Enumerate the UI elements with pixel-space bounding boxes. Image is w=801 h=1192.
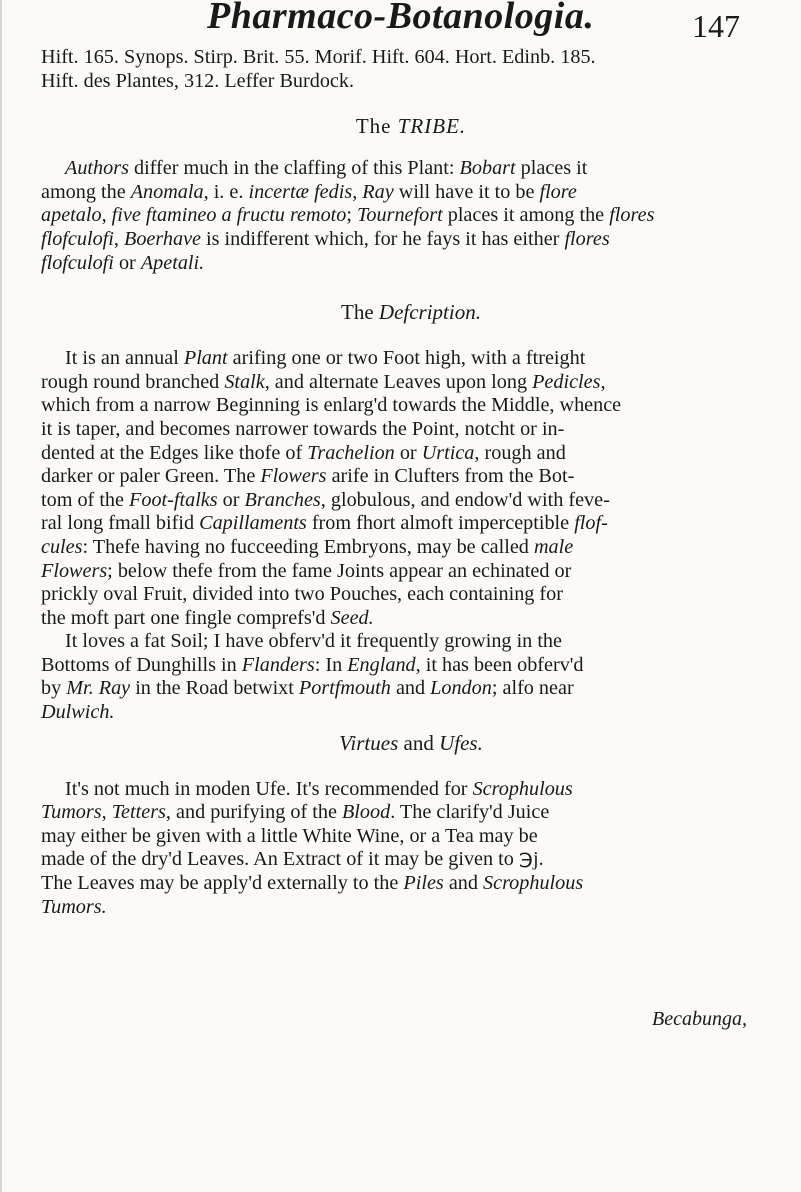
italic-text: Foot-ftalks: [129, 488, 218, 511]
body-text: ,: [101, 204, 112, 227]
italic-text: five ftamineo a fructu remoto: [111, 204, 347, 227]
page-number: 147: [692, 8, 740, 44]
body-text: : In: [314, 653, 348, 676]
italic-text: Scrophulous: [472, 777, 573, 800]
body-text: dented at the Edges like thofe of: [41, 441, 308, 464]
italic-text: Blood: [341, 801, 391, 824]
text-line: [41, 701, 781, 725]
text-line: [41, 848, 781, 872]
italic-text: incertæ fedis: [248, 180, 353, 203]
text-line: [41, 825, 781, 849]
text-line: [41, 252, 781, 276]
heading-word-em: Defcription.: [378, 300, 481, 325]
body-text: ; alfo near: [491, 677, 574, 700]
section-heading-virtues: [41, 730, 781, 756]
italic-text: Flanders: [241, 653, 315, 676]
text-line: [41, 465, 781, 489]
section-heading-tribe: [41, 113, 781, 139]
text-line: [41, 654, 781, 678]
running-title: Pharmaco-Botanologia.: [207, 0, 595, 37]
text-line: [41, 418, 781, 442]
italic-text: Trachelion: [307, 441, 395, 464]
italic-text: Boerhave: [124, 227, 201, 250]
body-text: will have it to be: [393, 180, 540, 203]
italic-text: England: [347, 653, 416, 676]
text-line: [41, 607, 781, 631]
body-text: it is taper, and becomes narrower towards the Point, notcht or in-: [41, 417, 565, 440]
body-text: and: [390, 677, 431, 700]
body-text: arife in Clufters from the Bot-: [326, 465, 575, 488]
text-line: [41, 512, 781, 536]
body-text: ral long fmall bifid: [41, 512, 200, 535]
body-text: the moft part one fingle comprefs'd: [41, 606, 331, 629]
italic-text: Tetters: [111, 801, 166, 824]
body-text: which from a narrow Beginning is enlarg'd towards the Middle, whence: [41, 394, 622, 417]
body-text: is indifferent which, for he fays it has either: [200, 227, 565, 250]
body-text: darker or paler Green. The: [41, 465, 261, 488]
italic-text: Apetali.: [140, 251, 205, 274]
text-line: [41, 630, 781, 654]
body-text: , and alternate Leaves upon long: [264, 370, 533, 393]
italic-text: flores: [564, 227, 610, 250]
body-text: , rough and: [474, 441, 566, 464]
body-text: , and purifying of the: [165, 801, 342, 824]
italic-text: Flowers: [41, 559, 108, 582]
body-text: made of the dry'd Leaves. An Extract of it may be given to ℈j.: [41, 848, 544, 871]
body-text: rough round branched: [41, 370, 225, 393]
heading-word: The: [355, 114, 392, 139]
text-line: [41, 204, 781, 228]
body-text: , globulous, and endow'd with feve-: [320, 488, 610, 511]
body-text: , it has been obferv'd: [415, 653, 584, 676]
italic-text: Branches: [244, 488, 321, 511]
italic-text: flof-: [574, 512, 608, 535]
text-line: [41, 560, 781, 584]
body-text: Bottoms of Dunghills in: [41, 653, 242, 676]
italic-text: Tumors: [41, 801, 102, 824]
body-text: , i. e.: [203, 180, 249, 203]
heading-word-em: Virtues: [339, 730, 399, 755]
italic-text: flofculofi: [41, 251, 114, 274]
catchword: Becabunga,: [652, 1008, 747, 1030]
body-text: : Thefe having no fucceeding Embryons, may be called: [82, 535, 534, 558]
body-text: differ much in the claffing of this Plant:: [128, 157, 460, 180]
body-text: ;: [346, 204, 358, 227]
body-text: ,: [600, 370, 606, 393]
reference-line: Hift. 165. Synops. Stirp. Brit. 55. Morif. Hift. 604. Hort. Edinb. 185.: [41, 46, 596, 68]
italic-text: cules: [41, 535, 83, 558]
text-line: [41, 181, 781, 205]
body-text: or: [394, 441, 422, 464]
italic-text: Authors: [65, 157, 129, 180]
italic-text: Stalk: [224, 370, 265, 393]
body-text: . The clarify'd Juice: [390, 801, 550, 824]
reference-line: Hift. des Plantes, 312. Leffer Burdock.: [41, 69, 355, 92]
body-text: ,: [113, 227, 124, 250]
text-line: [41, 778, 781, 802]
heading-word-em: Ufes.: [439, 730, 483, 755]
body-text: or: [113, 251, 141, 274]
body-text: ,: [101, 801, 112, 824]
italic-text: Piles: [403, 872, 444, 895]
italic-text: London: [430, 677, 492, 700]
italic-text: flore: [539, 180, 577, 203]
virtues-paragraph: [41, 778, 781, 920]
italic-text: Flowers: [260, 465, 327, 488]
italic-text: Anomala: [130, 180, 204, 203]
italic-text: apetalo: [41, 204, 102, 227]
text-line: [41, 872, 781, 896]
italic-text: Scrophulous: [483, 872, 584, 895]
text-line: [41, 677, 781, 701]
italic-text: Mr. Ray: [66, 677, 131, 700]
text-line: [41, 394, 781, 418]
italic-text: Portfmouth: [298, 677, 391, 700]
description-paragraph: [41, 347, 781, 725]
italic-text: flores: [609, 204, 655, 227]
heading-word: The: [341, 300, 374, 325]
text-line: [41, 896, 781, 920]
body-text: prickly oval Fruit, divided into two Pouches, each containing for: [41, 583, 563, 606]
text-block: [41, 46, 781, 919]
text-line: [41, 536, 781, 560]
italic-text: Bobart: [459, 157, 516, 180]
body-text: It is an annual: [65, 347, 184, 370]
body-text: places it among the: [442, 204, 610, 227]
heading-word-em: TRIBE.: [397, 114, 467, 139]
italic-text: Plant: [183, 347, 228, 370]
body-text: may either be given with a little White Wine, or a Tea may be: [41, 824, 538, 847]
tribe-paragraph: [41, 157, 781, 275]
body-text: It loves a fat Soil; I have obferv'd it frequently growing in the: [65, 630, 562, 653]
italic-text: Ray: [362, 180, 394, 203]
body-text: and: [443, 872, 484, 895]
italic-text: male: [533, 535, 574, 558]
text-line: [41, 228, 781, 252]
body-text: by: [41, 677, 67, 700]
body-text: places it: [515, 157, 588, 180]
text-line: [41, 371, 781, 395]
body-text: ,: [352, 180, 363, 203]
italic-text: Pedicles: [532, 370, 601, 393]
italic-text: flofculofi: [41, 227, 114, 250]
italic-text: Tournefort: [357, 204, 443, 227]
italic-text: Tumors.: [41, 895, 107, 918]
body-text: in the Road betwixt: [130, 677, 299, 700]
body-text: ; below thefe from the fame Joints appear an echinated or: [107, 559, 572, 582]
body-text: arifing one or two Foot high, with a ftreight: [227, 347, 586, 370]
body-text: among the: [41, 180, 131, 203]
body-text: The Leaves may be apply'd externally to the: [41, 872, 404, 895]
italic-text: Dulwich.: [41, 701, 115, 724]
body-text: or: [217, 488, 245, 511]
body-text: tom of the: [41, 488, 130, 511]
text-line: [41, 347, 781, 371]
body-text: It's not much in moden Ufe. It's recommended for: [65, 777, 473, 800]
heading-word: and: [398, 730, 440, 755]
section-heading-description: [41, 299, 781, 325]
italic-text: Seed.: [330, 606, 374, 629]
body-text: from fhort almoft imperceptible: [306, 512, 575, 535]
text-line: [41, 442, 781, 466]
text-line: [41, 801, 781, 825]
italic-text: Capillaments: [199, 512, 307, 535]
text-line: [41, 583, 781, 607]
italic-text: Urtica: [421, 441, 475, 464]
text-line: [41, 489, 781, 513]
text-line: [41, 157, 781, 181]
